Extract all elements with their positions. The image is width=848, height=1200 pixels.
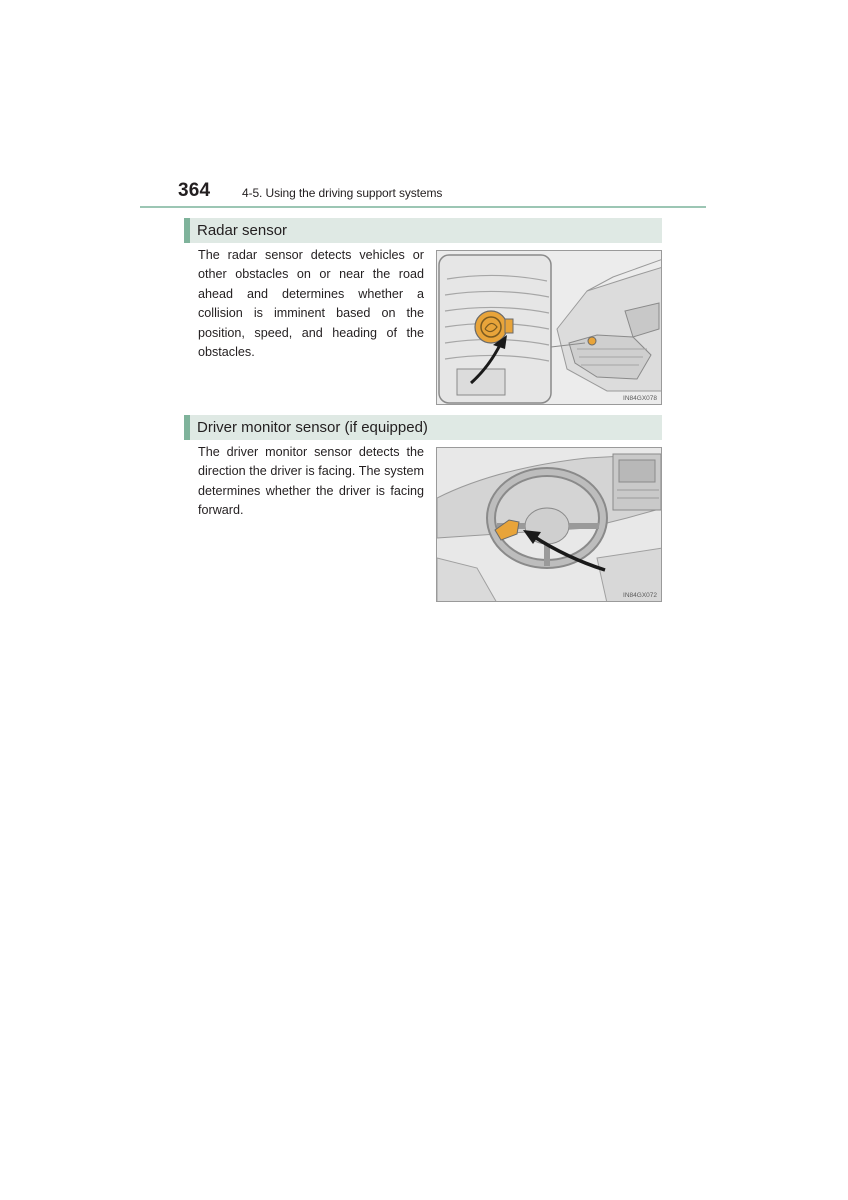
figure-code: IN84GX072 [623, 592, 657, 599]
driver-monitor-illustration [436, 447, 662, 602]
radar-sensor-description: The radar sensor detects vehicles or other obstacles on or near the road ahead and determines whether a collision is imminent based on the position, speed, and heading of the obstacles. [198, 248, 424, 360]
page-header [178, 178, 708, 208]
chapter-title: 4-5. Using the driving support systems [242, 186, 443, 200]
section-heading-radar-sensor [184, 218, 662, 243]
section-heading-driver-monitor-sensor [184, 415, 662, 440]
driver-monitor-description: The driver monitor sensor detects the direction the driver is facing. The system determines whether the driver is facing forward. [198, 445, 424, 518]
driver-monitor-drawing [437, 448, 662, 602]
radar-sensor-illustration [436, 250, 662, 405]
page-number: 364 [178, 180, 211, 201]
section-heading-label: Driver monitor sensor (if equipped) [197, 419, 428, 436]
section-heading-label: Radar sensor [197, 222, 288, 239]
figure-code: IN84GX078 [623, 395, 657, 402]
header-divider [140, 206, 706, 208]
radar-sensor-drawing [437, 251, 662, 405]
